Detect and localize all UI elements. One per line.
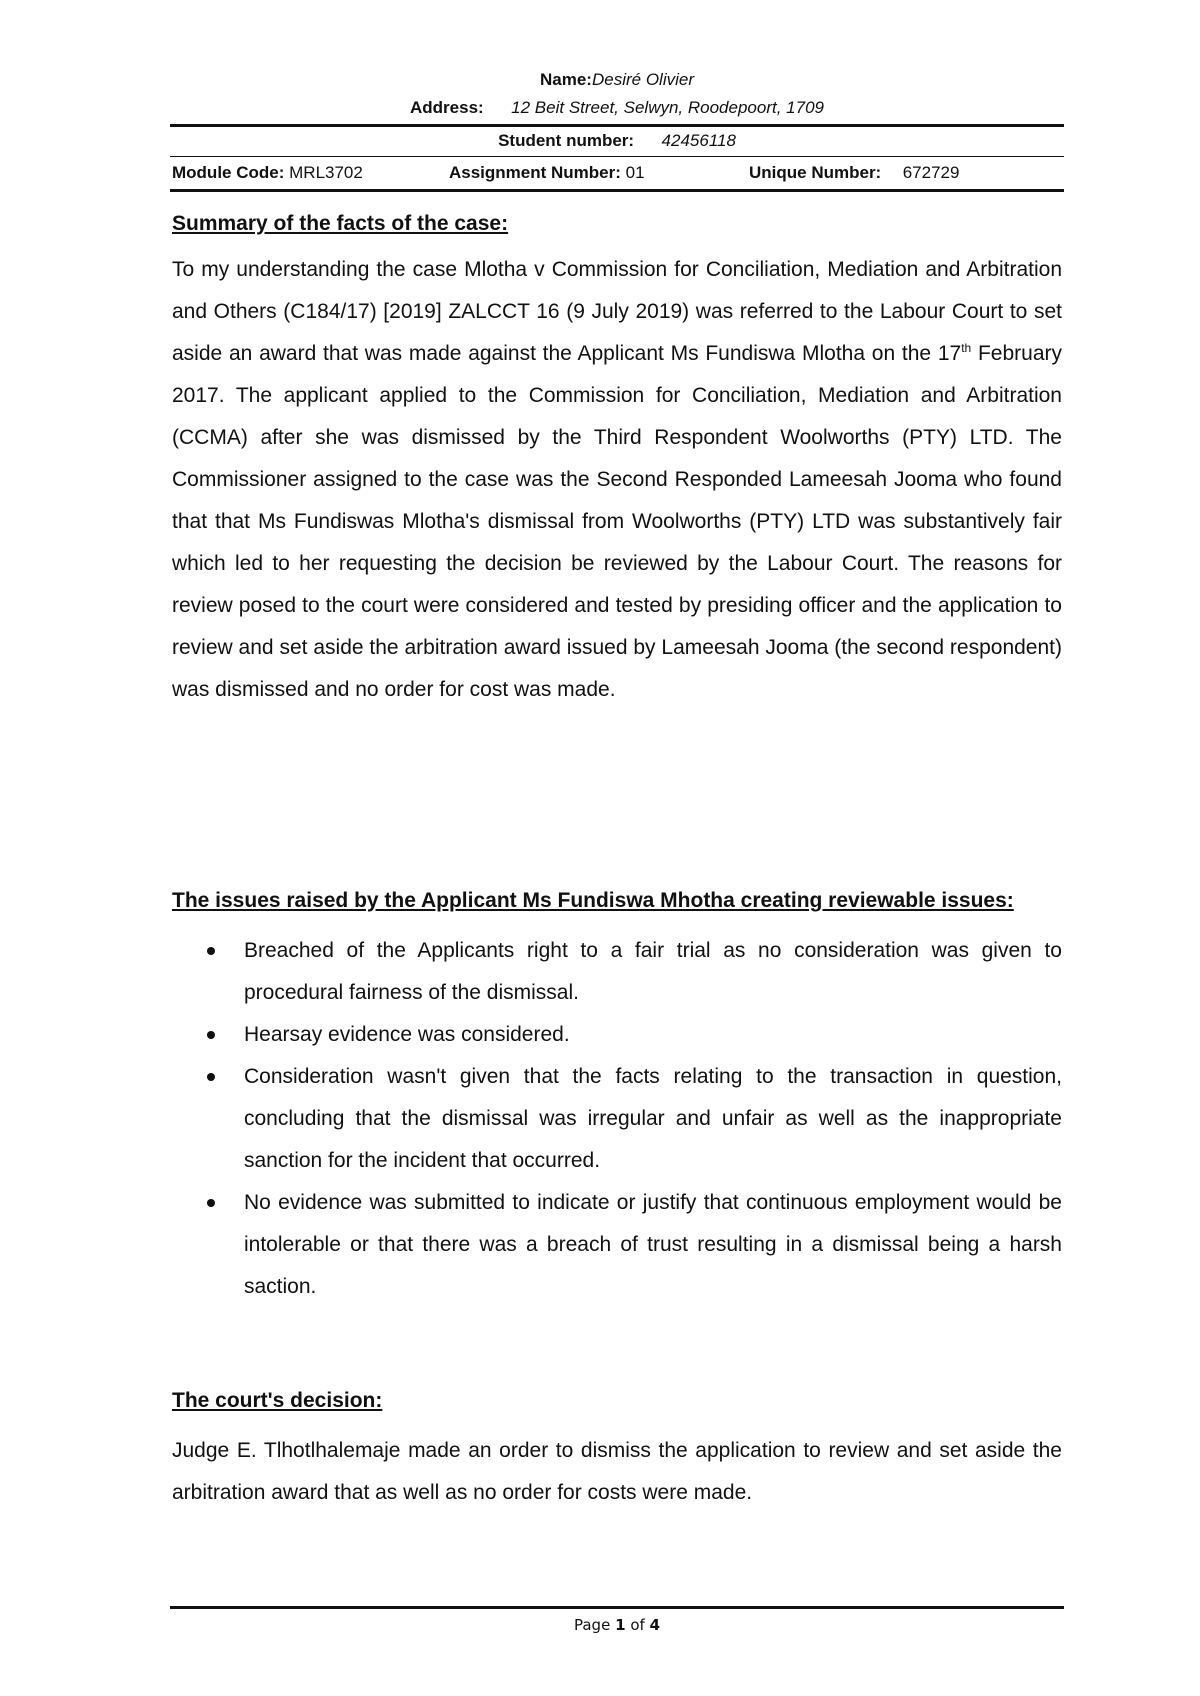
summary-text-part-2: February 2017. The applicant applied to the Commission for Conciliation, Mediation and Arbitration (CCMA) after she was dismissed by the Third Respondent Woolworths (PTY) LTD. The Commissioner assigned to the case was the Second Responded Lameesah Jooma who found that that Ms Fundiswas Mlotha's dismissal from Woolworths (PTY) LTD was substantively fair which led to her requesting the decision be reviewed by the Labour Court. The reasons for review posed to the court were considered and tested by presiding officer and the application to review and set aside the arbitration award issued by Lameesah Jooma (the second respondent) was dismissed and no order for cost was made. [172, 342, 1062, 701]
footer-rule [170, 1606, 1064, 1609]
summary-superscript: th [961, 341, 972, 355]
page-total: 4 [649, 1616, 660, 1634]
bullet-icon [207, 947, 215, 955]
issue-list-item [172, 1014, 1062, 1056]
bullet-icon [207, 1031, 215, 1039]
address-label: Address: [410, 98, 484, 117]
address-value: 12 Beit Street, Selwyn, Roodepoort, 1709 [511, 98, 824, 117]
issues-list [172, 930, 1062, 1308]
unique-number-value: 672729 [902, 163, 960, 182]
header-rule-bottom [170, 189, 1064, 192]
unique-number-group [749, 163, 959, 183]
header-rule-middle [170, 156, 1064, 157]
page-footer [172, 1616, 1062, 1634]
page-word: Page [573, 1616, 611, 1634]
issue-text: Hearsay evidence was considered. [244, 1023, 570, 1046]
header-name-line [172, 70, 1062, 90]
summary-heading: Summary of the facts of the case: [172, 212, 509, 235]
bullet-icon [207, 1199, 215, 1207]
name-label: Name: [540, 70, 592, 89]
issue-text: Consideration wasn't given that the facts relating to the transaction in question, concluding that the dismissal was irregular and unfair as well as the inappropriate sanction for the incident that occurred. [244, 1065, 1062, 1172]
module-code-group [172, 163, 449, 183]
decision-heading: The court's decision: [172, 1389, 383, 1412]
assignment-number-value: 01 [625, 163, 645, 182]
student-number-value: 42456118 [661, 131, 736, 150]
student-number-label: Student number: [498, 131, 635, 150]
header-student-line [172, 131, 1062, 151]
assignment-number-group [449, 163, 749, 183]
assignment-number-label: Assignment Number: [449, 163, 621, 182]
issue-text: Breached of the Applicants right to a fair trial as no consideration was given to procedural fairness of the dismissal. [244, 939, 1062, 1004]
page-current: 1 [615, 1616, 626, 1634]
summary-section [172, 203, 1062, 711]
module-code-value: MRL3702 [289, 163, 363, 182]
bullet-icon [207, 1073, 215, 1081]
summary-paragraph [172, 249, 1062, 711]
issues-heading: The issues raised by the Applicant Ms Fundiswa Mhotha creating reviewable issues: [172, 889, 1014, 912]
header-rule-top [170, 124, 1064, 127]
decision-section [172, 1380, 1062, 1514]
of-word: of [630, 1616, 645, 1634]
issue-list-item [172, 1056, 1062, 1182]
issue-text: No evidence was submitted to indicate or justify that continuous employment would be intolerable or that there was a breach of trust resulting in a dismissal being a harsh saction. [244, 1191, 1062, 1298]
header-module-line [172, 163, 1062, 183]
module-code-label: Module Code: [172, 163, 285, 182]
summary-text-part-1: To my understanding the case Mlotha v Commission for Conciliation, Mediation and Arbitration and Others (C184/17) [2019] ZALCCT 16 (9 July 2019) was referred to the Labour Court to set aside an award that was made against the Applicant Ms Fundiswa Mlotha on the 17 [172, 258, 1062, 365]
issue-list-item [172, 930, 1062, 1014]
issue-list-item [172, 1182, 1062, 1308]
issues-section [172, 880, 1062, 1308]
decision-paragraph: Judge E. Tlhotlhalemaje made an order to dismiss the application to review and set aside the arbitration award that as well as no order for costs were made. [172, 1439, 1062, 1504]
unique-number-label: Unique Number: [749, 163, 882, 182]
name-value: Desiré Olivier [591, 70, 694, 89]
header-address-line [172, 98, 1062, 118]
